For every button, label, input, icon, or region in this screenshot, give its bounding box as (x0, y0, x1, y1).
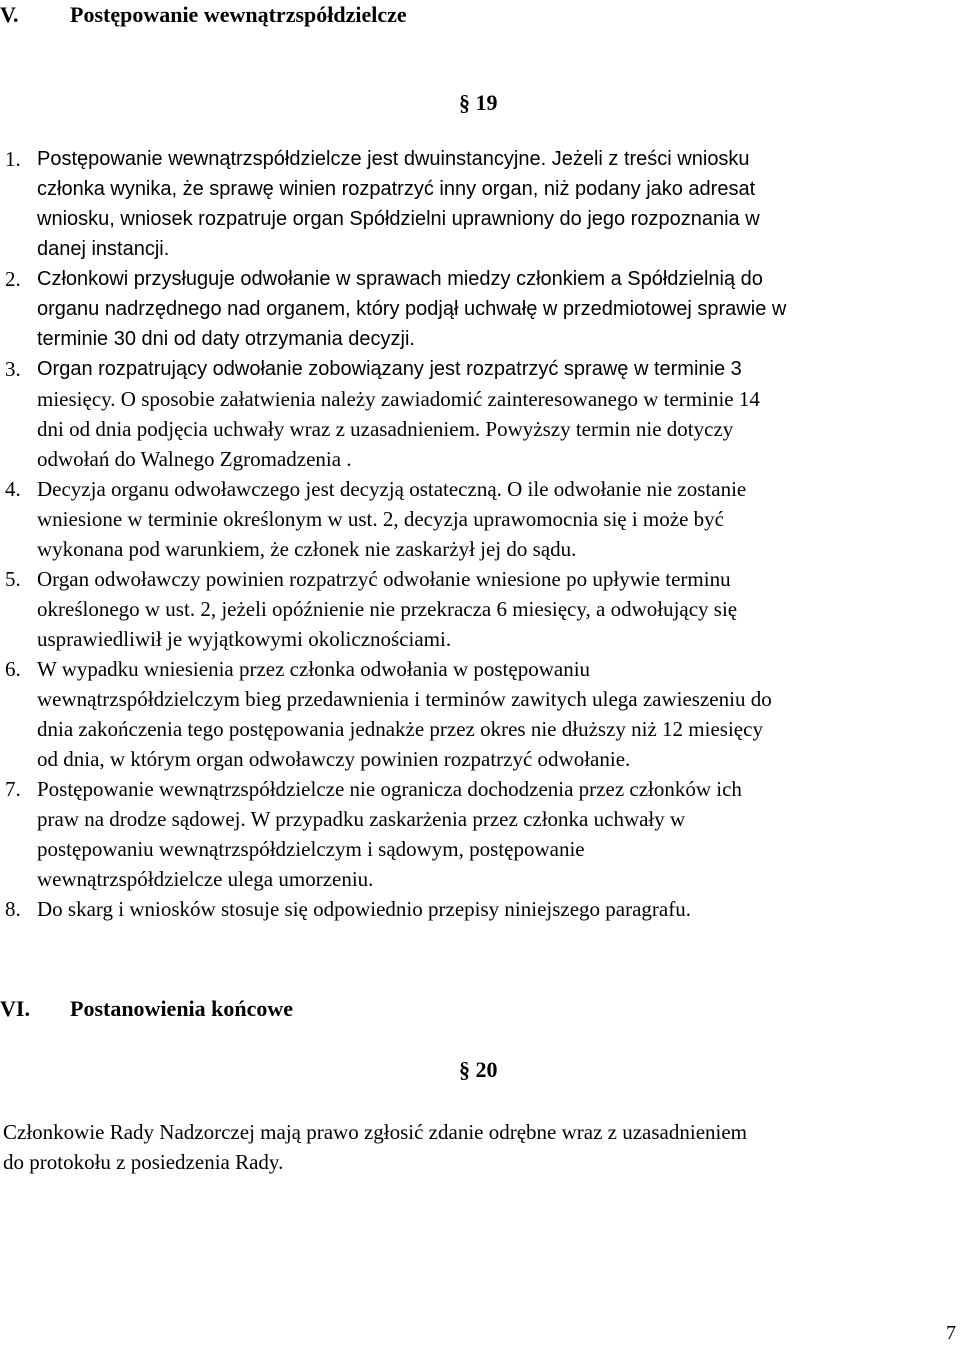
paragraph-19-sign: § 19 (459, 90, 498, 115)
text-line: Decyzja organu odwoławczego jest decyzją ostateczną. O ile odwołanie nie zostanie (37, 477, 747, 501)
text-line: organu nadrzędnego nad organem, który podjął uchwałę w przedmiotowej sprawie w (37, 298, 787, 320)
item-number: 4. (5, 477, 21, 501)
text-line: określonego w ust. 2, jeżeli opóźnienie nie przekracza 6 miesięcy, a odwołujący się (37, 597, 738, 621)
section-number: V. (0, 2, 19, 27)
paragraph-20-text (3, 1117, 953, 1177)
list-item (0, 144, 960, 264)
section-heading-vi (0, 994, 293, 1024)
text-line: Członkowie Rady Nadzorczej mają prawo zgłosić zdanie odrębne wraz z uzasadnieniem (3, 1120, 748, 1144)
item-number: 1. (5, 147, 21, 171)
text-line: odwołań do Walnego Zgromadzenia . (37, 447, 352, 471)
text-line: wniesione w terminie określonym w ust. 2, decyzja uprawomocnia się i może być (37, 507, 724, 531)
text-line: wniosku, wniosek rozpatruje organ Spółdzielni uprawniony do jego rozpoznania w (37, 208, 760, 230)
text-line: postępowaniu wewnątrzspółdzielczym i sądowym, postępowanie (37, 837, 585, 861)
paragraph-20-sign: § 20 (459, 1057, 498, 1082)
text-line: Do skarg i wniosków stosuje się odpowiednio przepisy niniejszego paragrafu. (37, 897, 691, 921)
text-line: W wypadku wniesienia przez członka odwołania w postępowaniu (37, 657, 591, 681)
text-line: wewnątrzspółdzielcze ulega umorzeniu. (37, 867, 374, 891)
text-line: do protokołu z posiedzenia Rady. (3, 1150, 284, 1174)
item-number: 3. (5, 357, 21, 381)
text-line: Organ odwoławczy powinien rozpatrzyć odwołanie wniesione po upływie terminu (37, 567, 731, 591)
list-item (0, 474, 960, 564)
item-number: 7. (5, 777, 21, 801)
page-number: 7 (946, 1322, 956, 1344)
text-line: Członkowi przysługuje odwołanie w sprawach miedzy członkiem a Spółdzielnią do (37, 268, 763, 290)
text-line: Postępowanie wewnątrzspółdzielcze jest dwuinstancyjne. Jeżeli z treści wniosku (37, 148, 750, 170)
text-line: miesięcy. O sposobie załatwienia należy zawiadomić zainteresowanego w terminie 14 (37, 387, 760, 411)
text-line: terminie 30 dni od daty otrzymania decyzji. (37, 328, 415, 350)
text-line: dni od dnia podjęcia uchwały wraz z uzasadnieniem. Powyższy termin nie dotyczy (37, 417, 734, 441)
section-number: VI. (0, 996, 30, 1021)
list-item (0, 564, 960, 654)
section-heading-v (0, 0, 407, 30)
text-line: wykonana pod warunkiem, że członek nie zaskarżył jej do sądu. (37, 537, 577, 561)
item-number: 6. (5, 657, 21, 681)
item-number: 8. (5, 897, 21, 921)
list-item (0, 264, 960, 354)
paragraph-19-list (0, 144, 960, 924)
text-line: Organ rozpatrujący odwołanie zobowiązany jest rozpatrzyć sprawę w terminie 3 (37, 358, 742, 380)
text-line: danej instancji. (37, 238, 170, 260)
section-title: Postępowanie wewnątrzspółdzielcze (70, 2, 407, 27)
list-item (0, 654, 960, 774)
text-line: wewnątrzspółdzielczym bieg przedawnienia i terminów zawitych ulega zawieszeniu do (37, 687, 772, 711)
list-item (0, 894, 960, 924)
text-line: Postępowanie wewnątrzspółdzielcze nie ogranicza dochodzenia przez członków ich (37, 777, 742, 801)
section-title: Postanowienia końcowe (70, 996, 294, 1021)
list-item (0, 774, 960, 894)
list-item (0, 354, 960, 474)
text-line: dnia zakończenia tego postępowania jednakże przez okres nie dłuższy niż 12 miesięcy (37, 717, 763, 741)
text-line: praw na drodze sądowej. W przypadku zaskarżenia przez członka uchwały w (37, 807, 686, 831)
item-number: 5. (5, 567, 21, 591)
text-line: członka wynika, że sprawę winien rozpatrzyć inny organ, niż podany jako adresat (37, 178, 756, 200)
item-number: 2. (5, 267, 21, 291)
text-line: od dnia, w którym organ odwoławczy powinien rozpatrzyć odwołanie. (37, 747, 631, 771)
text-line: usprawiedliwił je wyjątkowymi okolicznościami. (37, 627, 452, 651)
